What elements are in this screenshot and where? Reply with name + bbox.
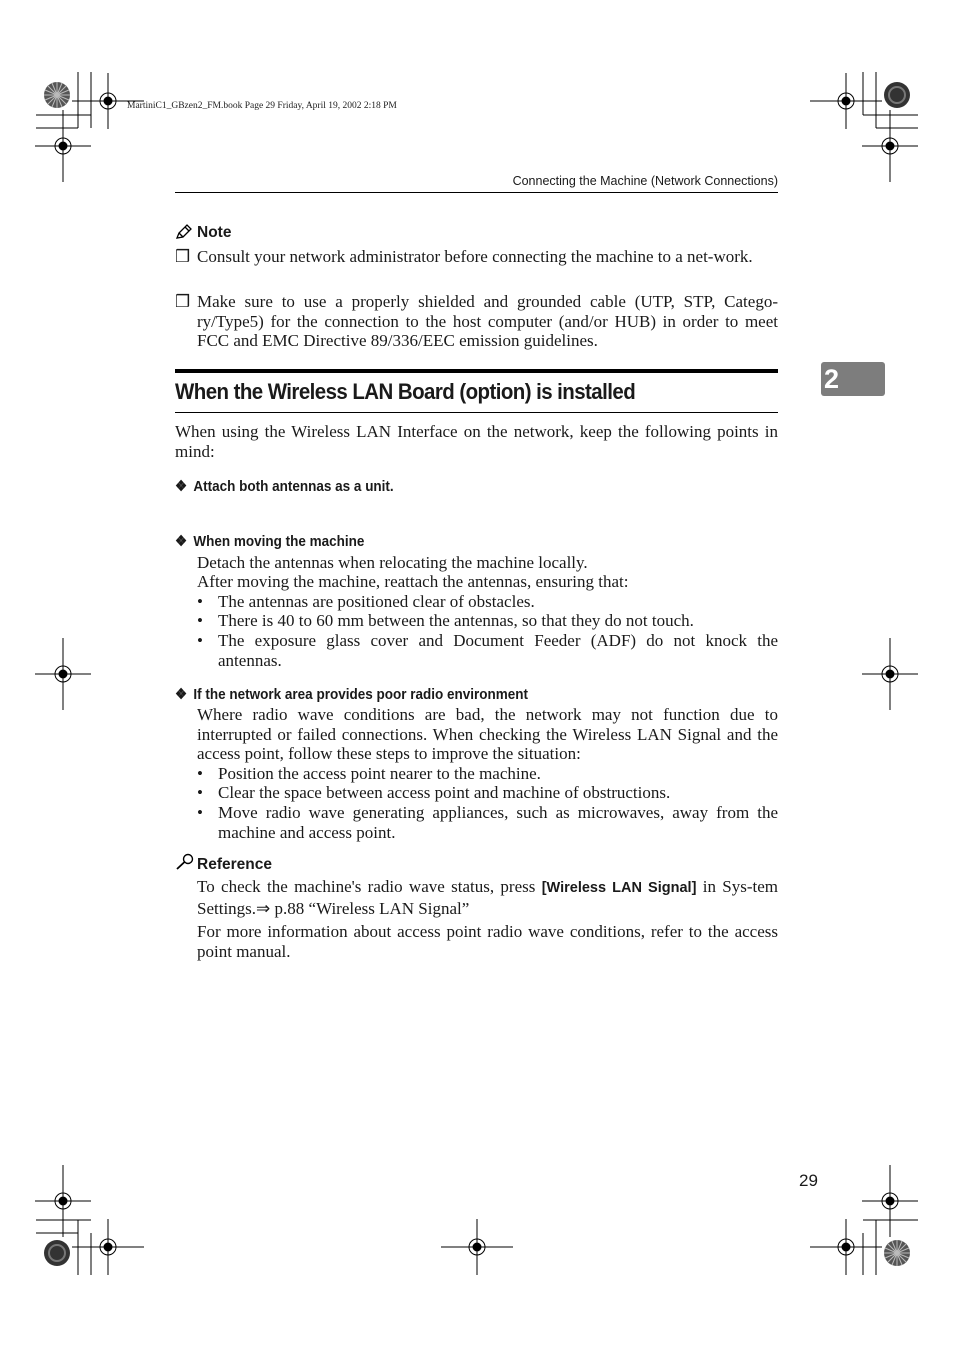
list-item-text: Move radio wave generating appliances, such as microwaves, away from the machine and access point. [218,803,778,842]
radio-body: Where radio wave conditions are bad, the network may not function due to interrupted or failed connections. When checking the Wireless LAN Signal and the access point, follow these steps to improve the situation: [197,705,778,764]
bullet-dot: • [197,611,203,630]
subsection-heading-radio [175,685,528,703]
list-item-text: The antennas are positioned clear of obstacles. [218,592,535,611]
list-item-text: There is 40 to 60 mm between the antennas, so that they do not touch. [218,611,694,630]
list-item [197,611,778,631]
subsection-heading-label: When moving the machine [193,533,365,550]
subsection-heading-moving [175,532,364,550]
section-title: When the Wireless LAN Board (option) is installed [175,379,636,404]
note-checkbox-2: ❒ [175,292,191,312]
list-item-text: Position the access point nearer to the machine. [218,764,541,783]
reference-paragraph-2: For more information about access point radio wave conditions, refer to the access point manual. [197,922,778,961]
list-item [197,631,778,670]
bullet-dot: • [197,631,203,650]
moving-line-1: Detach the antennas when relocating the machine locally. [197,553,588,572]
list-item [197,592,778,612]
pencil-icon [175,224,193,240]
subsection-heading-label: Attach both antennas as a unit. [193,478,394,495]
running-head: Connecting the Machine (Network Connections) [512,174,778,188]
reference-heading-label: Reference [197,856,272,873]
header-rule [175,192,778,193]
chapter-number: 2 [824,364,840,394]
diamond-bullet: ❖ [175,478,188,495]
list-item-text: Clear the space between access point and machine of obstructions. [218,783,671,802]
magnifier-icon [175,853,195,871]
book-info: MartiniC1_GBzen2_FM.book Page 29 Friday, April 19, 2002 2:18 PM [127,101,397,111]
reference-heading [175,853,272,874]
subsection-heading-label: If the network area provides poor radio environment [193,686,528,703]
chapter-tab [821,362,885,396]
bullet-dot: • [197,783,203,802]
list-item [197,803,778,842]
list-item [197,783,778,803]
moving-line-2: After moving the machine, reattach the antennas, ensuring that: [197,572,629,591]
diamond-bullet: ❖ [175,533,188,550]
key-label: [Wireless LAN Signal] [541,880,697,896]
bullet-dot: • [197,803,203,822]
list-item-text: The exposure glass cover and Document Feeder (ADF) do not knock the antennas. [218,631,778,670]
note-item-2: Make sure to use a properly shielded and grounded cable (UTP, STP, Catego-ry/Type5) for the connection to the host computer (and/or HUB) in order to meet FCC and EMC Directive 89/336/EEC emission guidelines. [197,292,778,351]
reference-text: in Sys-tem Settings.⇒ p.88 “Wireless LAN Signal” [197,877,779,918]
bullet-dot: • [197,764,203,783]
reference-text: To check the machine's radio wave status, press [197,877,536,896]
note-item-1: Consult your network administrator before connecting the machine to a net-work. [197,247,753,266]
diamond-bullet: ❖ [175,686,188,703]
page-number: 29 [799,1171,818,1190]
bullet-dot: • [197,592,203,611]
list-item [197,764,778,784]
section-intro: When using the Wireless LAN Interface on the network, keep the following points in mind: [175,422,778,461]
subsection-heading-antennas [175,477,394,495]
note-heading-label: Note [197,224,232,241]
section-rule-top [175,369,778,373]
note-checkbox-1: ❒ [175,247,191,267]
reference-paragraph-1 [197,877,778,918]
section-rule-bottom [175,412,778,413]
note-heading [175,224,231,242]
